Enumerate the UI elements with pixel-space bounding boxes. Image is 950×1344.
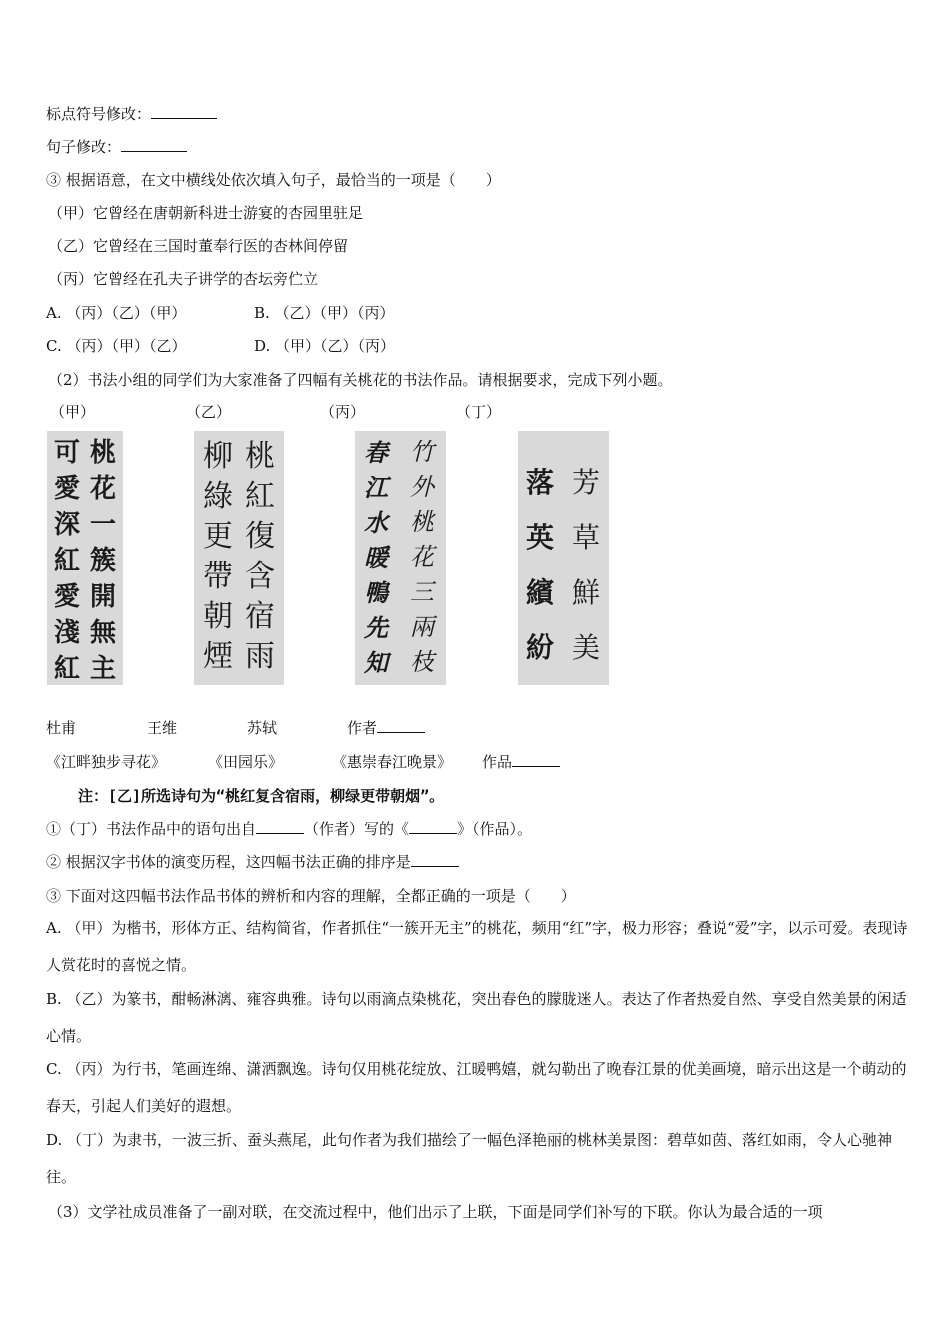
calligraphy-char: 柳 (203, 439, 233, 474)
option-d: D. （甲）（乙）（丙） (254, 337, 396, 355)
calligraphy-char: 繽 (525, 576, 554, 609)
sentence-yi: （乙）它曾经在三国时董奉行医的杏林间停留 (48, 237, 349, 255)
calligraphy-char: 竹 (410, 438, 434, 466)
answer-blank[interactable] (121, 137, 187, 152)
author-jia: 杜甫 (46, 719, 77, 737)
calligraphy-char: 桃 (410, 508, 434, 536)
label-yi: （乙） (186, 403, 232, 421)
calligraphy-jia (47, 431, 123, 685)
calligraphy-text (242, 437, 278, 677)
calligraphy-char: 無 (89, 618, 116, 648)
calligraphy-char: 愛 (53, 474, 80, 504)
calligraphy-char: 英 (525, 521, 554, 554)
sentence-jia: （甲）它曾经在唐朝新科进士游宴的杏园里驻足 (48, 204, 364, 222)
calligraphy-char: 主 (89, 654, 116, 684)
calligraphy-column (200, 431, 236, 677)
option-a: A. （丙）（乙）（甲） (46, 304, 187, 322)
calligraphy-char: 含 (245, 559, 275, 594)
calligraphy-bing (355, 431, 446, 685)
calligraphy-char: 雨 (245, 639, 275, 674)
title-ding-line: 作品 (482, 752, 560, 772)
sentence-bing: （丙）它曾经在孔夫子讲学的杏坛旁伫立 (48, 270, 319, 288)
calligraphy-text (200, 437, 236, 677)
calligraphy-char: 紅 (245, 479, 275, 514)
punctuation-fix-line: 标点符号修改： (46, 104, 217, 124)
calligraphy-char: 春 (364, 438, 388, 467)
calligraphy-text (87, 435, 119, 687)
calligraphy-char: 枝 (410, 648, 434, 676)
calligraphy-char: 可 (53, 438, 80, 468)
calligraphy-char: 知 (364, 648, 388, 677)
calligraphy-char: 水 (364, 508, 388, 537)
calligraphy-char: 落 (525, 466, 554, 499)
calligraphy-char: 綠 (203, 479, 233, 514)
calligraphy-char: 朝 (203, 599, 233, 634)
calligraphy-char: 愛 (53, 582, 80, 612)
answer-blank[interactable] (256, 819, 304, 834)
calligraphy-text (568, 455, 604, 675)
author-bing: 苏轼 (247, 719, 278, 737)
calligraphy-char: 淺 (53, 618, 80, 648)
option-c: C. （丙）（甲）（乙） (46, 337, 187, 355)
calligraphy-char: 桃 (245, 439, 275, 474)
calligraphy-char: 一 (89, 510, 116, 540)
option-b: B. （乙）（甲）（丙） (254, 304, 395, 322)
calligraphy-text (405, 435, 439, 680)
calligraphy-column (242, 431, 278, 677)
calligraphy-char: 紅 (53, 654, 80, 684)
calligraphy-char: 花 (410, 543, 434, 571)
author-yi: 王维 (147, 719, 178, 737)
calligraphy-text (359, 435, 393, 680)
choice-a: A. （甲）为楷书，形体方正、结构简省，作者抓住“一簇开无主”的桃花，频用“红”字，极力形容；叠说“爱”字，以示可爱。表现诗人赏花时的喜悦之情。 (46, 919, 908, 974)
calligraphy-ding (518, 431, 609, 685)
calligraphy-char: 江 (364, 473, 388, 502)
calligraphy-char: 紛 (525, 631, 554, 664)
calligraphy-column (51, 431, 83, 687)
calligraphy-char: 開 (89, 582, 116, 612)
note: 注：[乙]所选诗句为“桃红复含宿雨，柳绿更带朝烟”。 (78, 787, 445, 805)
calligraphy-char: 桃 (89, 438, 116, 468)
calligraphy-yi (194, 431, 284, 685)
calligraphy-char: 復 (245, 519, 275, 554)
answer-blank[interactable] (411, 852, 459, 867)
calligraphy-char: 更 (203, 519, 233, 554)
calligraphy-char: 芳 (571, 466, 600, 499)
calligraphy-char: 帶 (203, 559, 233, 594)
label-ding: （丁） (456, 403, 502, 421)
calligraphy-char: 宿 (245, 599, 275, 634)
calligraphy-char: 草 (571, 521, 600, 554)
calligraphy-char: 美 (571, 631, 600, 664)
sub-question-2: ② 根据汉字书体的演变历程，这四幅书法正确的排序是 (46, 852, 459, 872)
calligraphy-text (51, 435, 83, 687)
title-yi: 《田园乐》 (208, 753, 284, 771)
calligraphy-char: 煙 (203, 639, 233, 674)
calligraphy-column (405, 431, 439, 680)
calligraphy-char: 簇 (89, 546, 116, 576)
part-2-intro: （2）书法小组的同学们为大家准备了四幅有关桃花的书法作品。请根据要求，完成下列小题。 (48, 371, 673, 389)
calligraphy-column (568, 431, 604, 675)
calligraphy-char: 暖 (364, 543, 388, 572)
answer-blank[interactable] (151, 104, 217, 119)
answer-blank[interactable] (409, 819, 457, 834)
author-ding-line: 作者 (347, 718, 425, 738)
calligraphy-column (359, 431, 393, 680)
choice-b: B. （乙）为篆书，酣畅淋漓、雍容典雅。诗句以雨滴点染桃花，突出春色的朦胧迷人。表达了作者热爱自然、享受自然美景的闲适心情。 (46, 990, 907, 1045)
title-bing: 《惠崇春江晚景》 (332, 753, 453, 771)
calligraphy-char: 深 (53, 510, 80, 540)
label-jia: （甲） (50, 403, 96, 421)
calligraphy-char: 兩 (410, 613, 434, 641)
choice-d: D. （丁）为隶书，一波三折、蚕头燕尾，此句作者为我们描绘了一幅色泽艳丽的桃林美景图：碧草如茵、落红如雨，令人心驰神往。 (46, 1131, 893, 1186)
title-jia: 《江畔独步寻花》 (46, 753, 167, 771)
question-3: ③ 根据语意，在文中横线处依次填入句子，最恰当的一项是（ ） (46, 171, 501, 189)
choice-c: C. （丙）为行书，笔画连绵、潇洒飘逸。诗句仅用桃花绽放、江暖鸭嬉，就勾勒出了晚春江景的优美画境，暗示出这是一个萌动的春天，引起人们美好的遐想。 (46, 1060, 907, 1115)
sub-question-1: ①（丁）书法作品中的语句出自 （作者）写的《 》（作品）。 (46, 820, 533, 838)
answer-blank[interactable] (377, 718, 425, 733)
sentence-fix-line: 句子修改： (46, 137, 187, 157)
calligraphy-text (522, 455, 558, 675)
calligraphy-char: 花 (89, 474, 116, 504)
calligraphy-char: 先 (364, 613, 388, 642)
calligraphy-column (87, 431, 119, 687)
calligraphy-column (522, 431, 558, 675)
calligraphy-char: 外 (410, 473, 434, 501)
part-3-intro: （3）文学社成员准备了一副对联，在交流过程中，他们出示了上联，下面是同学们补写的下联。你认为最合适的一项 (48, 1203, 823, 1221)
answer-blank[interactable] (512, 752, 560, 767)
calligraphy-char: 鮮 (571, 576, 600, 609)
calligraphy-char: 紅 (53, 546, 80, 576)
sub-question-3: ③ 下面对这四幅书法作品书体的辨析和内容的理解，全都正确的一项是（ ） (46, 887, 576, 905)
label-bing: （丙） (320, 403, 366, 421)
calligraphy-char: 鴨 (364, 578, 388, 607)
calligraphy-char: 三 (410, 578, 434, 606)
